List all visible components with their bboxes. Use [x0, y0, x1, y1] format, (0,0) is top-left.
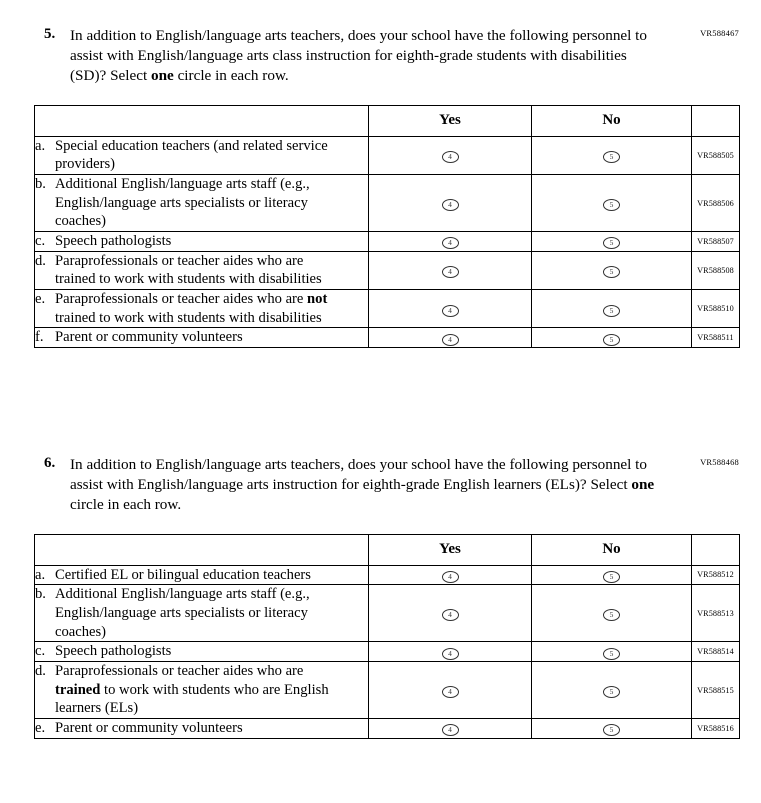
row-item-c — [35, 642, 369, 662]
radio-no[interactable] — [532, 328, 692, 348]
bubble-no[interactable]: 5 — [603, 571, 620, 583]
row-item-d — [35, 662, 369, 719]
row-text — [55, 290, 345, 327]
bubble-yes[interactable]: 4 — [442, 305, 459, 317]
row-label: a. — [35, 566, 46, 583]
bubble-yes[interactable]: 4 — [442, 686, 459, 698]
bubble-yes[interactable]: 4 — [442, 609, 459, 621]
row-text-post: trained to work with students with disabilities — [55, 309, 322, 326]
table-row — [35, 290, 740, 328]
radio-no[interactable] — [532, 290, 692, 328]
row-item-d — [35, 251, 369, 289]
row-text: Speech pathologists — [55, 233, 172, 250]
row-item-c — [35, 232, 369, 252]
column-header-yes: Yes — [369, 105, 532, 136]
column-header-no: No — [532, 105, 692, 136]
radio-no[interactable] — [532, 585, 692, 642]
column-header-item — [35, 105, 369, 136]
row-form-code: VR588505 — [692, 136, 740, 174]
row-text-pre: Paraprofessionals or teacher aides who are — [55, 291, 308, 308]
column-header-code — [692, 105, 740, 136]
row-item-f — [35, 328, 369, 348]
bubble-no[interactable]: 5 — [603, 648, 620, 660]
radio-yes[interactable] — [369, 232, 532, 252]
question-5-form-code: VR588467 — [700, 28, 739, 38]
question-5-text — [70, 26, 660, 87]
column-header-no: No — [532, 534, 692, 565]
table-row — [35, 642, 740, 662]
table-row — [35, 662, 740, 719]
row-text: Additional English/language arts staff (e.g., English/language arts specialists or literacy coaches) — [55, 586, 310, 640]
bubble-no[interactable]: 5 — [603, 151, 620, 163]
question-6-text-emphasis: one — [631, 476, 655, 494]
row-text-emphasis: not — [307, 291, 328, 308]
row-form-code: VR588515 — [692, 662, 740, 719]
question-6-text — [70, 455, 660, 516]
column-header-yes: Yes — [369, 534, 532, 565]
question-6-form-code: VR588468 — [700, 457, 739, 467]
row-form-code: VR588507 — [692, 232, 740, 252]
question-5-text-post: circle in each row. — [173, 67, 289, 85]
radio-yes[interactable] — [369, 328, 532, 348]
question-block-6 — [34, 455, 739, 739]
bubble-no[interactable]: 5 — [603, 305, 620, 317]
bubble-no[interactable]: 5 — [603, 199, 620, 211]
question-5-text-emphasis: one — [150, 67, 174, 85]
bubble-yes[interactable]: 4 — [442, 724, 459, 736]
radio-yes[interactable] — [369, 565, 532, 585]
table-row — [35, 565, 740, 585]
row-label: c. — [35, 643, 46, 660]
row-text: Parent or community volunteers — [55, 329, 243, 346]
row-label: e. — [35, 720, 46, 737]
row-text: Certified EL or bilingual education teachers — [55, 566, 311, 583]
table-row — [35, 232, 740, 252]
radio-yes[interactable] — [369, 719, 532, 739]
question-6-number: 6. — [44, 455, 56, 471]
row-item-a — [35, 136, 369, 174]
row-text: Speech pathologists — [55, 643, 172, 660]
radio-no[interactable] — [532, 642, 692, 662]
column-header-code — [692, 534, 740, 565]
table-row — [35, 175, 740, 232]
table-row — [35, 585, 740, 642]
question-5-number: 5. — [44, 26, 56, 42]
bubble-no[interactable]: 5 — [603, 334, 620, 346]
row-text: Paraprofessionals or teacher aides who are trained to work with students with disabilities — [55, 252, 322, 288]
table-row — [35, 328, 740, 348]
question-6-text-post: circle in each row. — [70, 496, 182, 514]
row-label: e. — [35, 291, 46, 308]
bubble-no[interactable]: 5 — [603, 609, 620, 621]
row-form-code: VR588508 — [692, 251, 740, 289]
radio-no[interactable] — [532, 251, 692, 289]
row-item-a — [35, 565, 369, 585]
column-header-item — [35, 534, 369, 565]
bubble-no[interactable]: 5 — [603, 686, 620, 698]
row-text — [55, 662, 345, 718]
table-row — [35, 719, 740, 739]
row-form-code: VR588513 — [692, 585, 740, 642]
table-row — [35, 251, 740, 289]
row-label: f. — [35, 329, 44, 346]
radio-no[interactable] — [532, 136, 692, 174]
row-form-code: VR588511 — [692, 328, 740, 348]
row-item-e — [35, 719, 369, 739]
row-item-b — [35, 585, 369, 642]
radio-yes[interactable] — [369, 642, 532, 662]
question-6-table — [34, 534, 740, 739]
bubble-no[interactable]: 5 — [603, 724, 620, 736]
row-text-post: to work with students who are English learners (ELs) — [55, 681, 329, 717]
row-form-code: VR588516 — [692, 719, 740, 739]
bubble-yes[interactable]: 4 — [442, 266, 459, 278]
radio-yes[interactable] — [369, 290, 532, 328]
row-text-emphasis: trained — [55, 681, 101, 698]
row-item-b — [35, 175, 369, 232]
row-form-code: VR588506 — [692, 175, 740, 232]
radio-yes[interactable] — [369, 136, 532, 174]
table-header-row — [35, 105, 740, 136]
row-text: Parent or community volunteers — [55, 720, 243, 737]
radio-yes[interactable] — [369, 585, 532, 642]
row-label: a. — [35, 137, 46, 154]
bubble-yes[interactable]: 4 — [442, 571, 459, 583]
row-text: Special education teachers (and related service providers) — [55, 137, 328, 173]
bubble-yes[interactable]: 4 — [442, 151, 459, 163]
bubble-yes[interactable]: 4 — [442, 237, 459, 249]
row-form-code: VR588510 — [692, 290, 740, 328]
bubble-no[interactable]: 5 — [603, 237, 620, 249]
row-item-e — [35, 290, 369, 328]
table-header-row — [35, 534, 740, 565]
row-form-code: VR588514 — [692, 642, 740, 662]
question-5-header — [34, 26, 739, 87]
radio-no[interactable] — [532, 175, 692, 232]
row-label: d. — [35, 663, 46, 680]
radio-no[interactable] — [532, 232, 692, 252]
row-label: d. — [35, 252, 46, 269]
radio-yes[interactable] — [369, 251, 532, 289]
row-form-code: VR588512 — [692, 565, 740, 585]
bubble-no[interactable]: 5 — [603, 266, 620, 278]
question-block-5 — [34, 26, 739, 348]
table-row — [35, 136, 740, 174]
radio-yes[interactable] — [369, 662, 532, 719]
bubble-yes[interactable]: 4 — [442, 648, 459, 660]
row-label: b. — [35, 176, 46, 192]
question-5-table — [34, 105, 740, 348]
question-6-header — [34, 455, 739, 516]
row-label: c. — [35, 233, 46, 250]
question-6-text-pre: In addition to English/language arts teachers, does your school have the following personnel to assist with English/language arts instruction for eighth-grade English learners (ELs)? Select — [70, 456, 647, 494]
radio-yes[interactable] — [369, 175, 532, 232]
bubble-yes[interactable]: 4 — [442, 199, 459, 211]
row-label: b. — [35, 586, 46, 603]
radio-no[interactable] — [532, 662, 692, 719]
radio-no[interactable] — [532, 565, 692, 585]
question-5-text-pre: In addition to English/language arts teachers, does your school have the following personnel to assist with English/language arts class instruction for eighth-grade students with disabilities (SD)? Select — [70, 27, 647, 85]
row-text-pre: Paraprofessionals or teacher aides who are — [55, 663, 304, 680]
bubble-yes[interactable]: 4 — [442, 334, 459, 346]
row-text: Additional English/language arts staff (e.g., English/language arts specialists or literacy coaches) — [55, 176, 310, 230]
radio-no[interactable] — [532, 719, 692, 739]
